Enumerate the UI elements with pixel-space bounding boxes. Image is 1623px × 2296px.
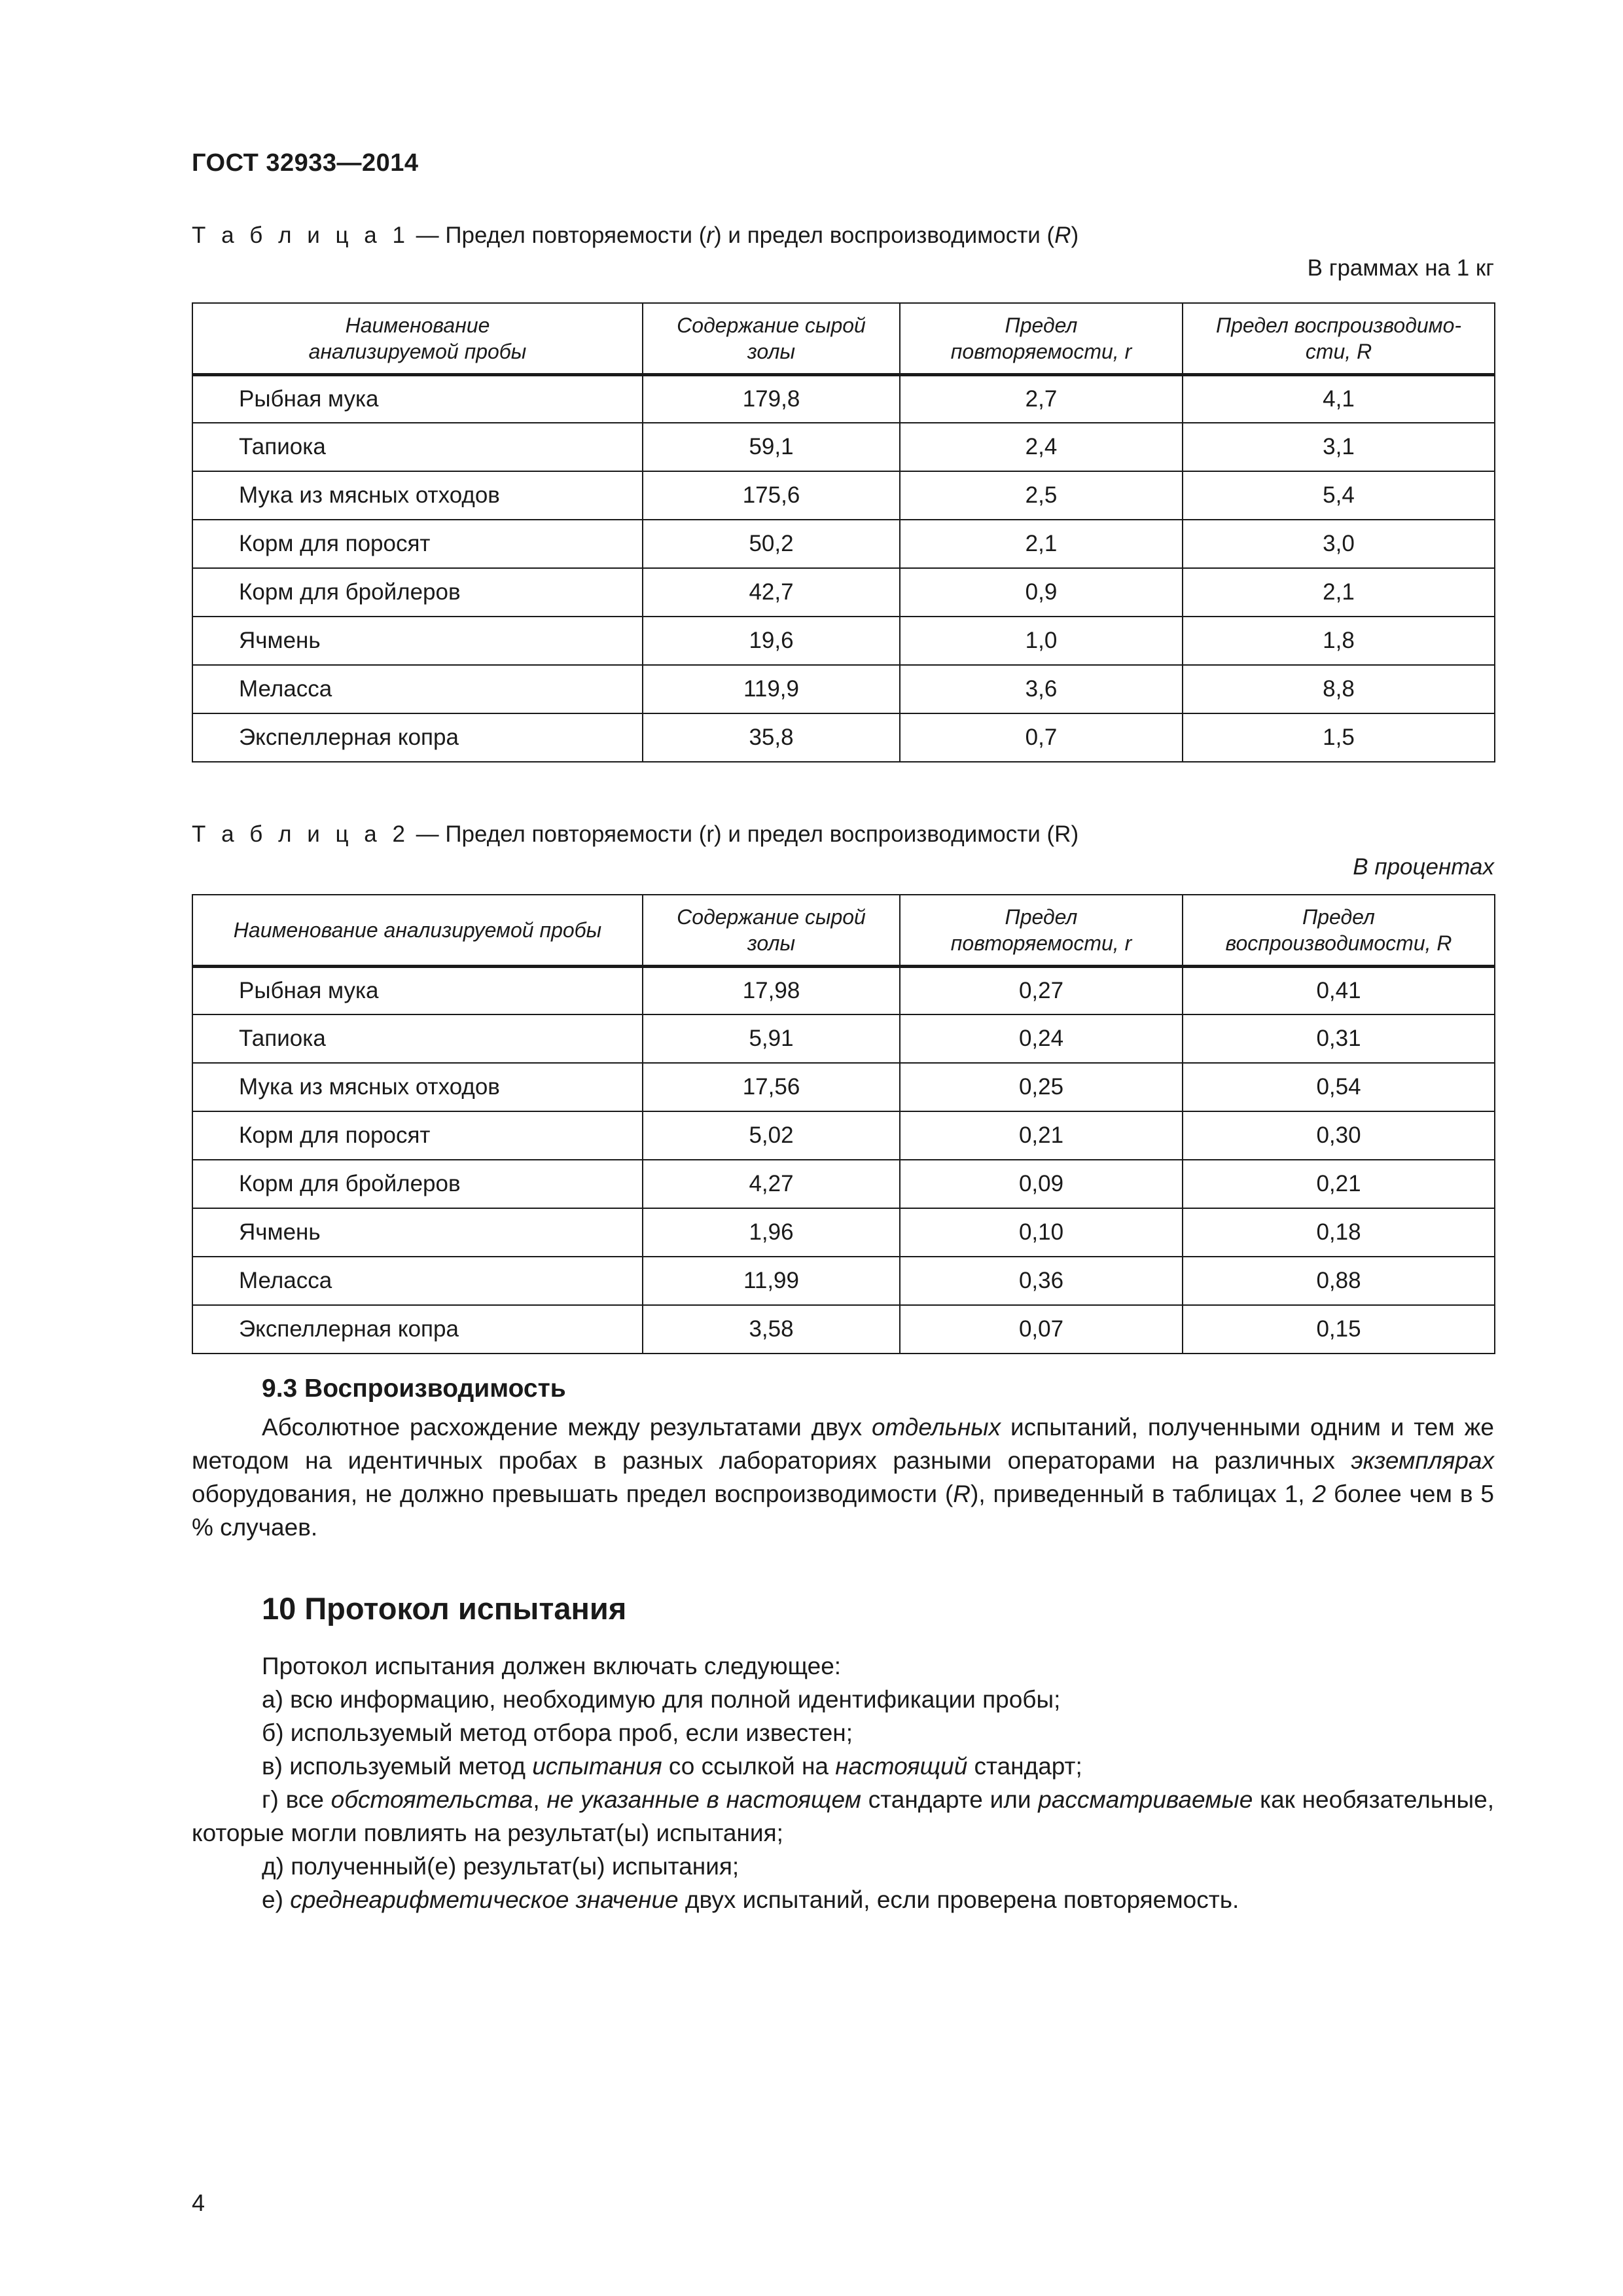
table-row <box>192 1208 1495 1257</box>
table2-header-text: золы <box>747 931 796 955</box>
item-g-text-1: г) все <box>262 1786 331 1813</box>
table2-header-text: воспроизводимости, R <box>1225 931 1452 955</box>
table1-caption <box>192 223 1079 249</box>
sample-name-cell: Корм для поросят <box>192 520 643 568</box>
table1-header-text: анализируемой пробы <box>308 339 527 363</box>
section-10-list <box>192 1649 1494 1916</box>
value-cell: 0,9 <box>900 568 1183 617</box>
table1 <box>192 302 1495 762</box>
item-v-text-1: в) используемый метод <box>262 1753 533 1780</box>
list-item-g <box>192 1783 1494 1850</box>
table-row <box>192 1305 1495 1354</box>
table2-header-text: Предел <box>1302 905 1375 929</box>
section-10-heading: 10 Протокол испытания <box>262 1591 627 1626</box>
table1-header-text: Предел воспроизводимо- <box>1215 313 1462 337</box>
table1-caption-mid: ) и предел воспроизводимости ( <box>714 223 1055 248</box>
p-italic-3: R <box>953 1480 971 1507</box>
table-row <box>192 520 1495 568</box>
section-9-3 <box>192 1372 1494 1544</box>
table2-caption-label: Т а б л и ц а 2 <box>192 821 410 847</box>
item-e-italic-1: среднеарифметическое значение <box>290 1886 679 1913</box>
section-9-3-heading: 9.3 Воспроизводимость <box>262 1374 566 1403</box>
table1-caption-label: Т а б л и ц а 1 <box>192 223 410 248</box>
value-cell: 0,24 <box>900 1014 1183 1063</box>
table1-caption-end: ) <box>1071 223 1079 248</box>
sample-name-cell: Мука из мясных отходов <box>192 471 643 520</box>
table1-header-text: золы <box>747 339 796 363</box>
item-g-italic-2: не указанные в настоящем <box>546 1786 861 1813</box>
table1-header-cell <box>192 303 643 374</box>
p-text-5: более чем в 5 % случаев. <box>192 1480 1494 1541</box>
value-cell: 175,6 <box>643 471 900 520</box>
value-cell: 0,36 <box>900 1257 1183 1305</box>
value-cell: 3,6 <box>900 665 1183 713</box>
table-row <box>192 1063 1495 1111</box>
list-item-b: б) используемый метод отбора проб, если известен; <box>262 1719 853 1746</box>
list-item-e <box>192 1883 1494 1916</box>
table1-caption-R: R <box>1054 223 1071 248</box>
table-row <box>192 617 1495 665</box>
table-row <box>192 374 1495 423</box>
table-row <box>192 423 1495 471</box>
value-cell: 50,2 <box>643 520 900 568</box>
list-item-v <box>192 1749 1494 1783</box>
value-cell: 3,1 <box>1183 423 1495 471</box>
sample-name-cell: Корм для бройлеров <box>192 1160 643 1208</box>
value-cell: 1,5 <box>1183 713 1495 762</box>
table2 <box>192 894 1495 1354</box>
table-row <box>192 966 1495 1014</box>
item-g-text-4: как необязательные, которые могли повлиять на результат(ы) испытания; <box>192 1786 1494 1846</box>
table1-caption-text: — Предел повторяемости ( <box>409 223 707 248</box>
table1-header-text: сти, R <box>1305 339 1372 363</box>
list-item-d: д) полученный(е) результат(ы) испытания; <box>262 1853 740 1880</box>
value-cell: 2,1 <box>1183 568 1495 617</box>
table1-header-cell <box>900 303 1183 374</box>
sample-name-cell: Ячмень <box>192 617 643 665</box>
value-cell: 0,30 <box>1183 1111 1495 1160</box>
table-row <box>192 1111 1495 1160</box>
value-cell: 2,7 <box>900 374 1183 423</box>
value-cell: 1,96 <box>643 1208 900 1257</box>
table2-header-text: повторяемости, r <box>950 931 1132 955</box>
sample-name-cell: Рыбная мука <box>192 966 643 1014</box>
value-cell: 17,56 <box>643 1063 900 1111</box>
item-g-italic-3: рассматриваемые <box>1038 1786 1253 1813</box>
value-cell: 5,91 <box>643 1014 900 1063</box>
list-item-a: а) всю информацию, необходимую для полной идентификации пробы; <box>262 1686 1061 1713</box>
sample-name-cell: Тапиока <box>192 1014 643 1063</box>
sample-name-cell: Экспеллерная копра <box>192 1305 643 1354</box>
value-cell: 59,1 <box>643 423 900 471</box>
value-cell: 4,1 <box>1183 374 1495 423</box>
table1-header-cell <box>1183 303 1495 374</box>
value-cell: 0,07 <box>900 1305 1183 1354</box>
value-cell: 0,88 <box>1183 1257 1495 1305</box>
value-cell: 2,5 <box>900 471 1183 520</box>
table-row <box>192 1160 1495 1208</box>
table1-caption-r: r <box>706 223 715 248</box>
sample-name-cell: Меласса <box>192 1257 643 1305</box>
table1-header-cell <box>643 303 900 374</box>
item-e-text-1: е) <box>262 1886 291 1913</box>
value-cell: 11,99 <box>643 1257 900 1305</box>
value-cell: 119,9 <box>643 665 900 713</box>
value-cell: 1,8 <box>1183 617 1495 665</box>
item-g-italic-1: обстоятельства <box>330 1786 533 1813</box>
page-number: 4 <box>192 2189 205 2216</box>
table1-header-text: Наименование <box>345 313 490 337</box>
sample-name-cell: Ячмень <box>192 1208 643 1257</box>
value-cell: 42,7 <box>643 568 900 617</box>
table2-header-cell <box>1183 895 1495 966</box>
p-text-3: оборудования, не должно превышать предел воспроизводимости ( <box>192 1480 954 1507</box>
table2-caption <box>192 821 1079 848</box>
item-g-text-3: стандарте или <box>861 1786 1039 1813</box>
sample-name-cell: Тапиока <box>192 423 643 471</box>
p-text-4: ), приведенный в таблицах 1, <box>971 1480 1313 1507</box>
value-cell: 0,15 <box>1183 1305 1495 1354</box>
p-italic-2: экземплярах <box>1351 1447 1494 1474</box>
item-v-italic-1: испытания <box>532 1753 662 1780</box>
table-row <box>192 1014 1495 1063</box>
item-v-text-2: со ссылкой на <box>662 1753 836 1780</box>
sample-name-cell: Рыбная мука <box>192 374 643 423</box>
item-g-text-2: , <box>533 1786 547 1813</box>
value-cell: 3,0 <box>1183 520 1495 568</box>
value-cell: 0,54 <box>1183 1063 1495 1111</box>
value-cell: 0,09 <box>900 1160 1183 1208</box>
sample-name-cell: Мука из мясных отходов <box>192 1063 643 1111</box>
table-row <box>192 471 1495 520</box>
sample-name-cell: Меласса <box>192 665 643 713</box>
table2-header-cell <box>192 895 643 966</box>
value-cell: 0,27 <box>900 966 1183 1014</box>
value-cell: 1,0 <box>900 617 1183 665</box>
item-v-italic-2: настоящий <box>835 1753 968 1780</box>
item-e-text-2: двух испытаний, если проверена повторяемость. <box>678 1886 1240 1913</box>
table2-header-cell <box>643 895 900 966</box>
table-row <box>192 568 1495 617</box>
p-italic-4: 2 <box>1312 1480 1327 1507</box>
table2-header-text: Наименование анализируемой пробы <box>233 918 602 942</box>
table2-caption-text: — Предел повторяемости (r) и предел воспроизводимости (R) <box>409 821 1079 847</box>
sample-name-cell: Корм для поросят <box>192 1111 643 1160</box>
p-text-1: Абсолютное расхождение между результатами двух <box>262 1414 872 1441</box>
value-cell: 0,18 <box>1183 1208 1495 1257</box>
table2-header-cell <box>900 895 1183 966</box>
sample-name-cell: Экспеллерная копра <box>192 713 643 762</box>
value-cell: 0,41 <box>1183 966 1495 1014</box>
document-id: ГОСТ 32933—2014 <box>192 149 419 177</box>
table-row <box>192 713 1495 762</box>
section-9-3-paragraph <box>192 1410 1494 1544</box>
value-cell: 0,10 <box>900 1208 1183 1257</box>
value-cell: 2,4 <box>900 423 1183 471</box>
table-row <box>192 665 1495 713</box>
table1-header-text: повторяемости, r <box>950 339 1132 363</box>
table2-units: В процентах <box>1353 854 1494 880</box>
value-cell: 4,27 <box>643 1160 900 1208</box>
value-cell: 3,58 <box>643 1305 900 1354</box>
table1-header-text: Предел <box>1005 313 1078 337</box>
list-intro: Протокол испытания должен включать следующее: <box>262 1653 842 1679</box>
table1-units: В граммах на 1 кг <box>1307 255 1494 281</box>
value-cell: 17,98 <box>643 966 900 1014</box>
p-italic-1: отдельных <box>871 1414 1001 1441</box>
value-cell: 5,4 <box>1183 471 1495 520</box>
value-cell: 5,02 <box>643 1111 900 1160</box>
value-cell: 2,1 <box>900 520 1183 568</box>
value-cell: 0,21 <box>1183 1160 1495 1208</box>
value-cell: 8,8 <box>1183 665 1495 713</box>
sample-name-cell: Корм для бройлеров <box>192 568 643 617</box>
table-row <box>192 1257 1495 1305</box>
value-cell: 0,25 <box>900 1063 1183 1111</box>
table1-header-row <box>192 303 1495 374</box>
p-text-2: испытаний, полученными одним и тем же методом на идентичных пробах в разных лабораториях разными операторами на различных <box>192 1414 1494 1474</box>
table2-header-row <box>192 895 1495 966</box>
value-cell: 179,8 <box>643 374 900 423</box>
value-cell: 0,21 <box>900 1111 1183 1160</box>
table2-header-text: Содержание сырой <box>677 905 866 929</box>
value-cell: 19,6 <box>643 617 900 665</box>
table1-header-text: Содержание сырой <box>677 313 866 337</box>
value-cell: 0,7 <box>900 713 1183 762</box>
value-cell: 35,8 <box>643 713 900 762</box>
value-cell: 0,31 <box>1183 1014 1495 1063</box>
table2-header-text: Предел <box>1005 905 1078 929</box>
item-v-text-3: стандарт; <box>967 1753 1082 1780</box>
